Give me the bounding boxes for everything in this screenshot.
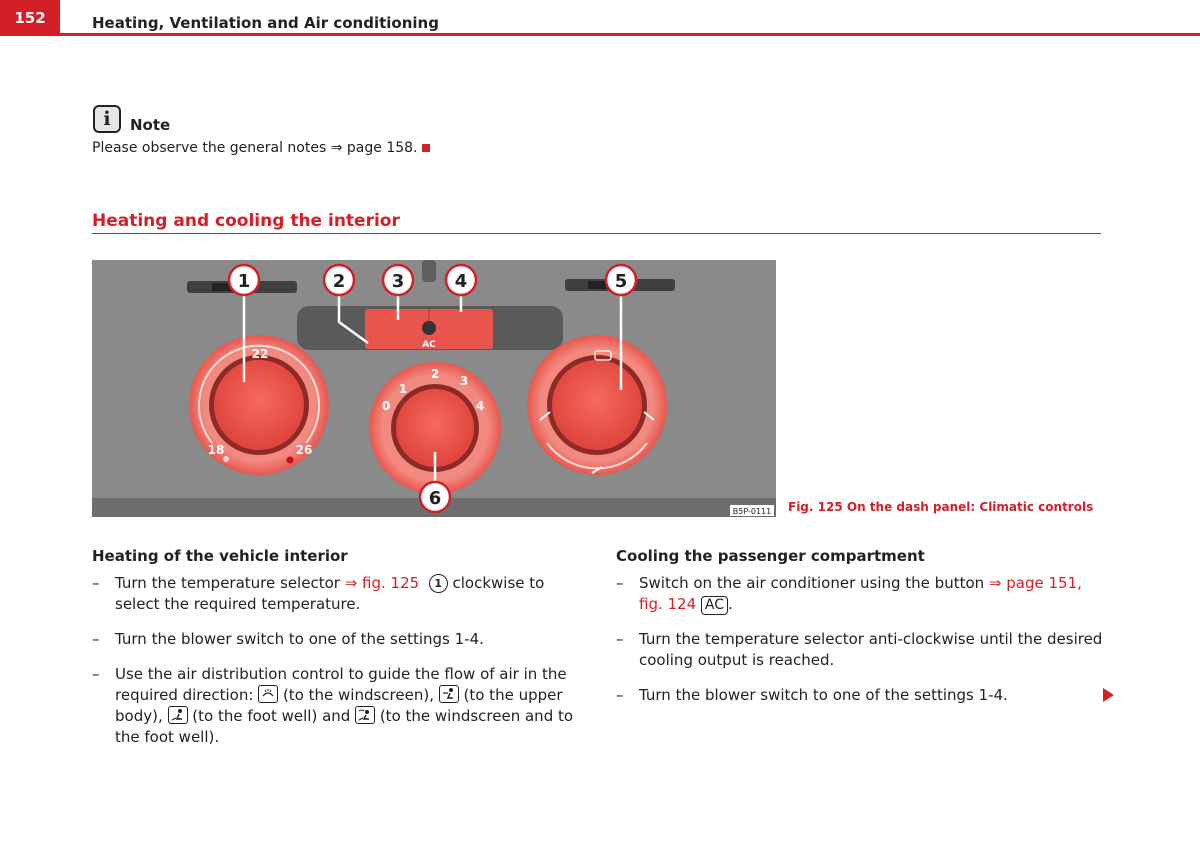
blower-mark-1: 1 <box>398 382 408 396</box>
ac-label: AC <box>422 340 436 350</box>
fig-ref-link[interactable]: ⇒ fig. 125 <box>344 574 420 592</box>
note-label: Note <box>130 116 171 134</box>
upper-body-icon <box>439 685 459 703</box>
list-item: – Turn the blower switch to one of the settings 1-4. <box>616 686 1008 704</box>
callout-6 <box>420 482 450 512</box>
figure-caption: Fig. 125 On the dash panel: Climatic controls <box>788 500 1094 514</box>
ac-button <box>422 321 436 335</box>
right-column <box>616 546 1106 720</box>
page-ref-link[interactable]: ⇒ page 151, fig. 124 <box>639 574 1082 613</box>
blower-mark-0: 0 <box>381 399 391 413</box>
chapter-title: Heating, Ventilation and Air conditioning <box>92 14 439 32</box>
end-marker-icon <box>422 144 430 152</box>
temp-mark-18: 18 <box>207 443 225 457</box>
air-distribution-control <box>527 335 667 475</box>
section-title: Heating and cooling the interior <box>92 211 400 231</box>
blower-mark-4: 4 <box>475 399 485 413</box>
callout-3 <box>383 265 413 295</box>
cooling-heading: Cooling the passenger compartment <box>616 547 925 565</box>
temp-mark-22: 22 <box>251 347 269 361</box>
foot-well-icon <box>168 706 188 724</box>
temp-mark-26: 26 <box>295 443 313 457</box>
list-item: – Turn the temperature selector ⇒ fig. 125 1 clockwise to select the required temperature. <box>92 574 545 613</box>
heating-heading: Heating of the vehicle interior <box>92 547 348 565</box>
temperature-selector <box>189 335 329 475</box>
blower-mark-2: 2 <box>430 367 440 381</box>
blower-mark-3: 3 <box>459 374 469 388</box>
windscreen-foot-well-icon <box>355 706 375 724</box>
svg-text:6: 6 <box>428 488 442 509</box>
left-column <box>92 546 582 762</box>
svg-text:3: 3 <box>391 271 405 292</box>
page-number: 152 <box>0 0 60 36</box>
callout-1 <box>229 265 259 295</box>
callout-4 <box>446 265 476 295</box>
windscreen-icon <box>258 685 278 703</box>
ac-key: AC <box>701 596 728 615</box>
section-rule <box>92 233 1101 234</box>
svg-text:4: 4 <box>454 271 468 292</box>
figure-code: B5P-0111 <box>732 507 772 516</box>
continue-arrow-icon <box>1103 688 1114 702</box>
list-item: – Switch on the air conditioner using the button ⇒ page 151, fig. 124 AC . <box>616 574 1082 613</box>
list-item: – Turn the temperature selector anti-clockwise until the desired cooling output is reached. <box>616 630 1103 669</box>
svg-text:1: 1 <box>237 271 251 292</box>
list-item: – Turn the blower switch to one of the settings 1-4. <box>92 630 484 648</box>
climate-controls-illustration <box>92 260 776 517</box>
climate-controls-figure <box>92 260 776 517</box>
header-rule <box>60 33 1200 36</box>
info-icon: i <box>93 105 121 133</box>
callout-2 <box>324 265 354 295</box>
callout-5 <box>606 265 636 295</box>
svg-text:2: 2 <box>332 271 346 292</box>
note-text <box>92 140 430 156</box>
callout-ref-1: 1 <box>429 574 448 593</box>
note-body: Please observe the general notes ⇒ page 158. <box>92 140 418 156</box>
svg-text:5: 5 <box>614 271 628 292</box>
list-item: – Use the air distribution control to guide the flow of air in the required direction: (to the windscreen), (to the upper body), (to the foot well) and (to the windscreen and to the foot well). <box>92 665 574 746</box>
